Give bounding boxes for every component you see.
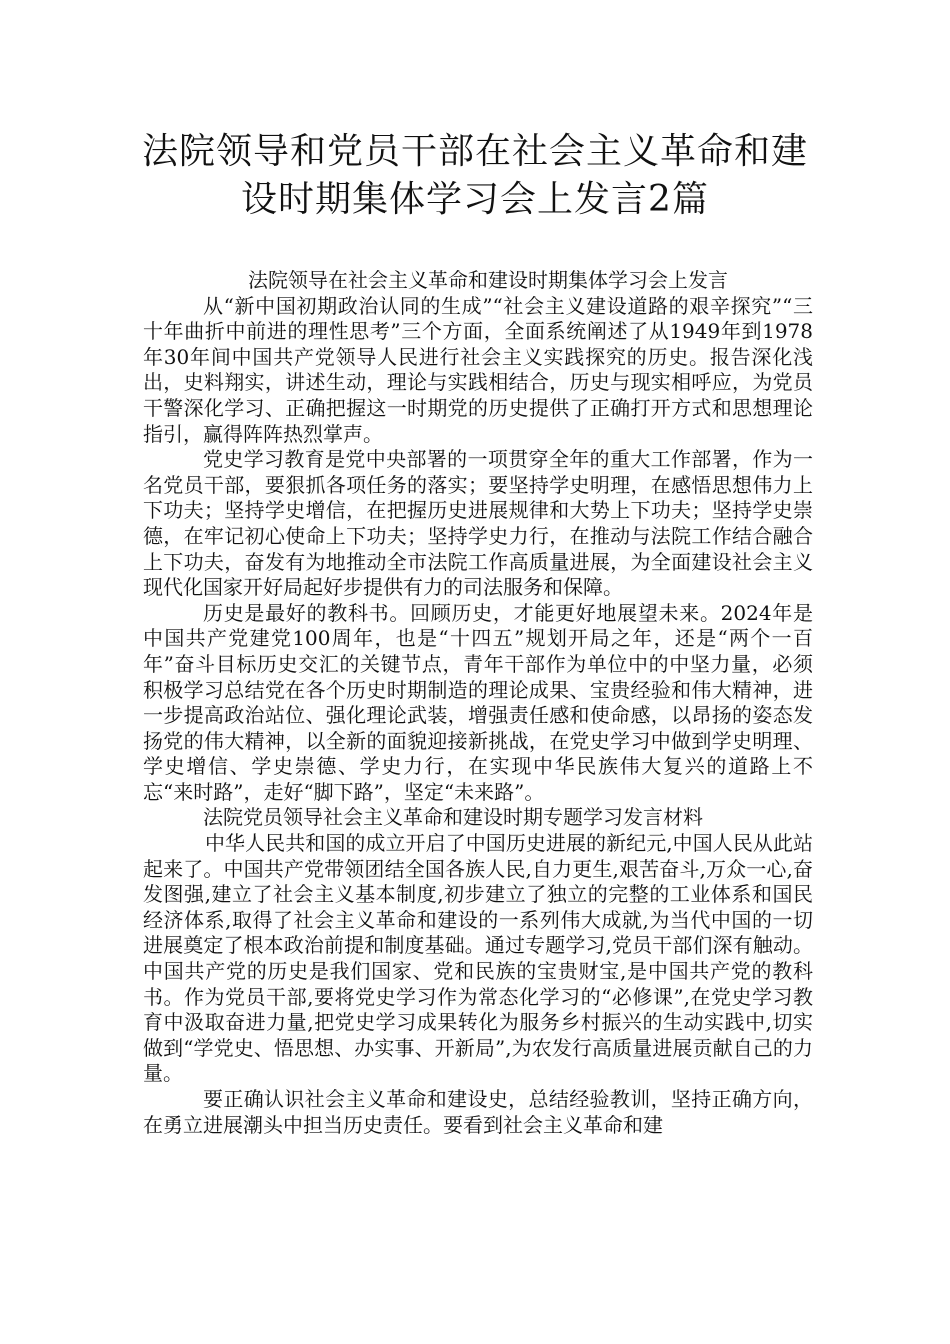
section1-paragraph-2: 党史学习教育是党中央部署的一项贯穿全年的重大工作部署，作为一名党员干部，要狠抓各项任务的落实；要坚持学史明理，在感悟思想伟力上下功夫；坚持学史增信，在把握历史进展规律和大势上下功夫；坚持学史崇德，在牢记初心使命上下功夫；坚持学史力行，在推动与法院工作结合融合上下功夫，奋发有为地推动全市法院工作高质量进展，为全面建设社会主义现代化国家开好局起好步提供有力的司法服务和保障。 (143, 447, 813, 600)
document-title-line-2: 设时期集体学习会上发言2篇 (241, 179, 709, 220)
section2-paragraph-2: 要正确认识社会主义革命和建设史，总结经验教训，坚持正确方向，在勇立进展潮头中担当历史责任。要看到社会主义革命和建 (143, 1087, 813, 1137)
section1-heading: 法院领导在社会主义革命和建设时期集体学习会上发言 (248, 268, 728, 292)
section1-paragraph-3: 历史是最好的教科书。回顾历史，才能更好地展望未来。2024年是中国共产党建党100周年，也是“十四五”规划开局之年，还是“两个一百年”奋斗目标历史交汇的关键节点，青年干部作为单位中的中坚力量，必须积极学习总结党在各个历史时期制造的理论成果、宝贵经验和伟大精神，进一步提高政治站位、强化理论武装，增强责任感和使命感，以昂扬的姿态发扬党的伟大精神，以全新的面貌迎接新挑战，在党史学习中做到学史明理、学史增信、学史崇德、学史力行，在实现中华民族伟大复兴的道路上不忘“来时路”，走好“脚下路”，坚定“未来路”。 (143, 600, 813, 804)
section2-paragraph-1: 中华人民共和国的成立开启了中国历史进展的新纪元,中国人民从此站起来了。中国共产党带领团结全国各族人民,自力更生,艰苦奋斗,万众一心,奋发图强,建立了社会主义基本制度,初步建立了独立的完整的工业体系和国民经济体系,取得了社会主义革命和建设的一系列伟大成就,为当代中国的一切进展奠定了根本政治前提和制度基础。通过专题学习,党员干部们深有触动。中国共产党的历史是我们国家、党和民族的宝贵财宝,是中国共产党的教科书。作为党员干部,要将党史学习作为常态化学习的“必修课”,在党史学习教育中汲取奋进力量,把党史学习成果转化为服务乡村振兴的生动实践中,切实做到“学党史、悟思想、办实事、开新局”,为农发行高质量进展贡献自己的力量。 (143, 831, 813, 1086)
document-title-line-1: 法院领导和党员干部在社会主义革命和建 (141, 131, 808, 172)
section1-paragraph-1: 从“新中国初期政治认同的生成”“社会主义建设道路的艰辛探究”“三十年曲折中前进的理性思考”三个方面，全面系统阐述了从1949年到1978年30年间中国共产党领导人民进行社会主义实践探究的历史。报告深化浅出，史料翔实，讲述生动，理论与实践相结合，历史与现实相呼应，为党员干警深化学习、正确把握这一时期党的历史提供了正确打开方式和思想理论指引，赢得阵阵热烈掌声。 (143, 293, 813, 446)
section2-heading: 法院党员领导社会主义革命和建设时期专题学习发言材料 (203, 805, 703, 830)
document-body (143, 268, 813, 1138)
